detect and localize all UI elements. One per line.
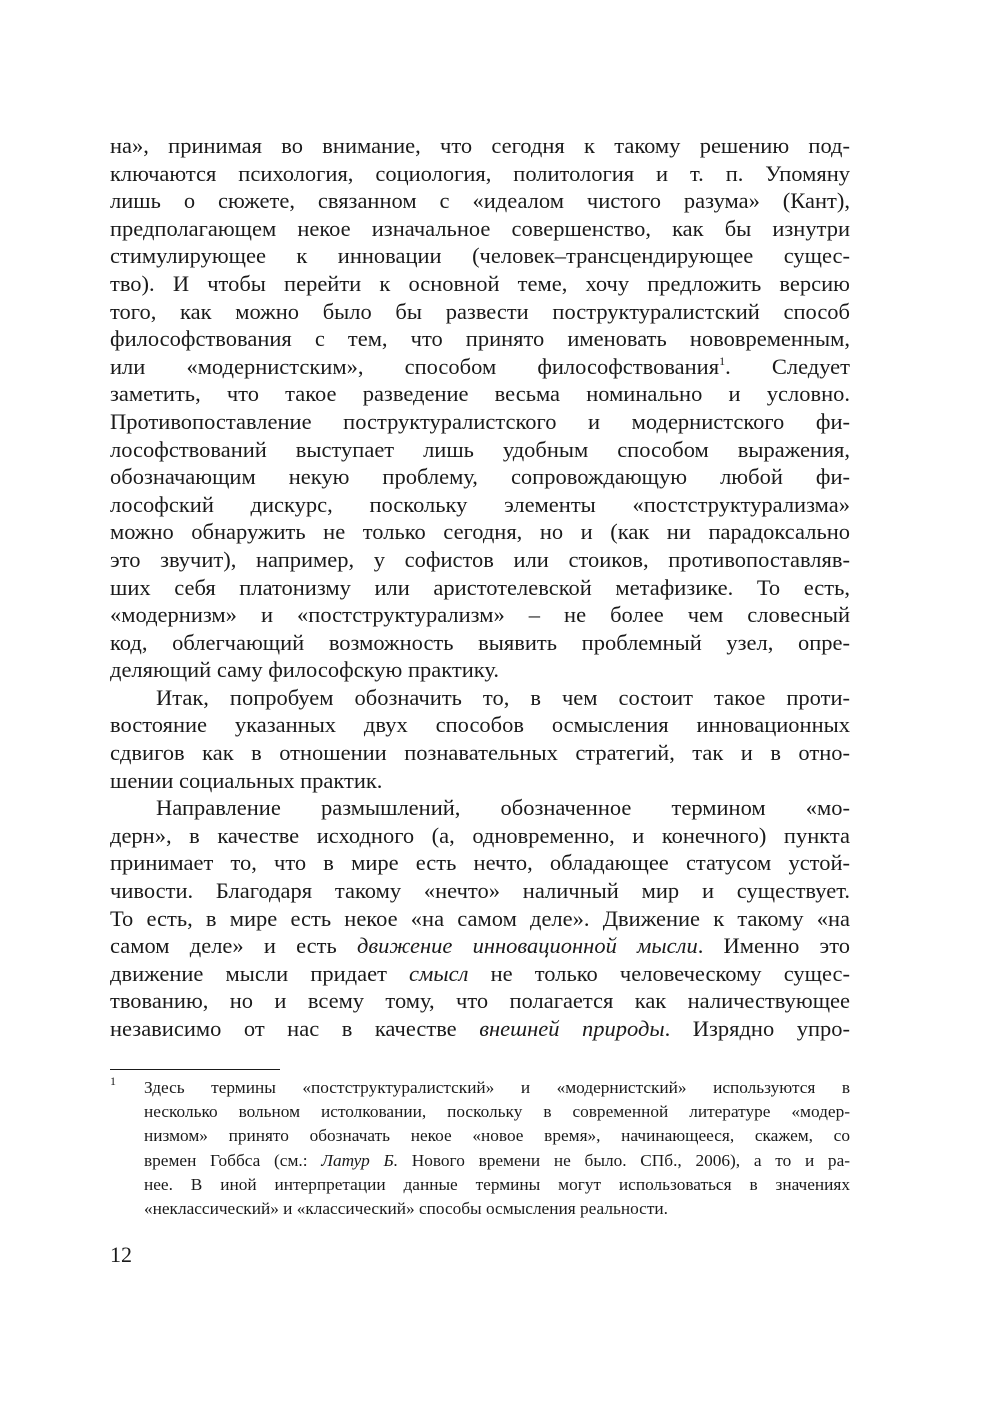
text-run: . Следует [725,353,850,379]
text-run: Нового времени не было. СПб., 2006), а то и ра- [398,1150,850,1170]
text-line: заметить, что такое разведение весьма номинально и условно. [110,381,850,407]
footnote-mark: 1 [110,1074,116,1088]
text-run: независимо от нас в качестве [110,1016,480,1041]
text-line: востояние указанных двух способов осмысления инновационных [110,712,850,738]
text-line [110,932,850,960]
text-run: времен Гоббса (см.: [144,1150,322,1170]
text-line: принимает то, что в мире есть нечто, обладающее статусом устой- [110,850,850,876]
text-line: того, как можно было бы развести поструктуралистский способ [110,298,850,324]
footnote-line: низмом» принято обозначать некое «новое время», начинающееся, скажем, со [144,1126,850,1146]
paragraph-2 [110,684,850,794]
text-line: обозначающим некую проблему, сопровождающую любой фи- [110,464,850,490]
footnote-line [144,1149,850,1173]
text-line: Противопоставление поструктуралистского и модернистского фи- [110,408,850,434]
main-text [110,132,850,1043]
text-line: Итак, попробуем обозначить то, в чем состоит такое проти- [156,684,850,710]
footnote-text [144,1076,850,1221]
text-run: не только человеческому сущес- [468,960,850,986]
text-line: это звучит), например, у софистов или стоиков, противопоставляв- [110,546,850,572]
italic-emphasis: смысл [409,960,469,986]
text-line [110,353,850,381]
text-run: самом деле» и есть [110,933,357,959]
text-line: шении социальных практик. [110,767,383,793]
text-line: «модернизм» и «постструктурализм» – не более чем словесный [110,602,850,628]
text-run: движение мысли придает [110,960,410,986]
footnote-reference[interactable]: 1 [719,353,726,368]
footnote-line: «неклассический» и «классический» способы осмысления реальности. [144,1198,668,1218]
text-line: ключаются психология, социология, политология и т. п. Упомяну [110,160,850,186]
paragraph-3 [110,794,850,1042]
text-line: философствования с тем, что принято именовать нововременным, [110,326,850,352]
footnote-line: Здесь термины «постструктуралистский» и «модернистский» используются в [144,1078,850,1097]
footnote-line: нее. В иной интерпретации данные термины могут использоваться в значениях [144,1174,850,1194]
text-line: код, облегчающий возможность выявить проблемный узел, опре- [110,629,850,655]
paragraph-1 [110,132,850,684]
text-line: твованию, но и всему тому, что полагается как наличествующее [110,988,850,1014]
italic-emphasis: внешней природы [479,1016,665,1041]
italic-author: Латур Б. [321,1150,399,1170]
text-run: или «модернистским», способом философствования [110,353,720,379]
text-line: тво). И чтобы перейти к основной теме, хочу предложить версию [110,270,850,296]
text-line: дерн», в качестве исходного (а, одновременно, и конечного) пункта [110,822,850,848]
text-line: чивости. Благодаря такому «нечто» наличный мир и существует. [110,878,850,904]
text-line: То есть, в мире есть некое «на самом деле». Движение к такому «на [110,905,850,931]
text-line: предполагающем некое изначальное совершенство, как бы изнутри [110,215,850,241]
text-line: сдвигов как в отношении познавательных стратегий, так и в отно- [110,740,850,766]
page-number: 12 [110,1242,132,1267]
text-run: . Именно это [697,933,850,959]
text-line: Направление размышлений, обозначенное термином «мо- [156,795,850,821]
italic-emphasis: движение инновационной мысли [356,933,698,959]
text-line: ших себя платонизму или аристотелевской метафизике. То есть, [110,574,850,600]
text-line [110,1015,850,1043]
footnote-divider [110,1069,280,1070]
text-run: . Изрядно упро- [664,1016,850,1041]
text-line: лишь о сюжете, связанном с «идеалом чистого разума» (Кант), [110,188,850,214]
text-line: деляющий саму философскую практику. [110,657,499,683]
text-line [110,960,850,988]
footnote-line: несколько вольном истолковании, поскольку в современной литературе «модер- [144,1102,850,1122]
text-line: стимулирующее к инновации (человек–трансцендирующее сущес- [110,243,850,269]
text-line: лософствований выступает лишь удобным способом выражения, [110,436,850,462]
text-line: можно обнаружить не только сегодня, но и (как ни парадоксально [110,519,850,545]
text-line: лософский дискурс, поскольку элементы «постструктурализма» [110,491,850,517]
text-line: на», принимая во внимание, что сегодня к такому решению под- [110,133,850,158]
